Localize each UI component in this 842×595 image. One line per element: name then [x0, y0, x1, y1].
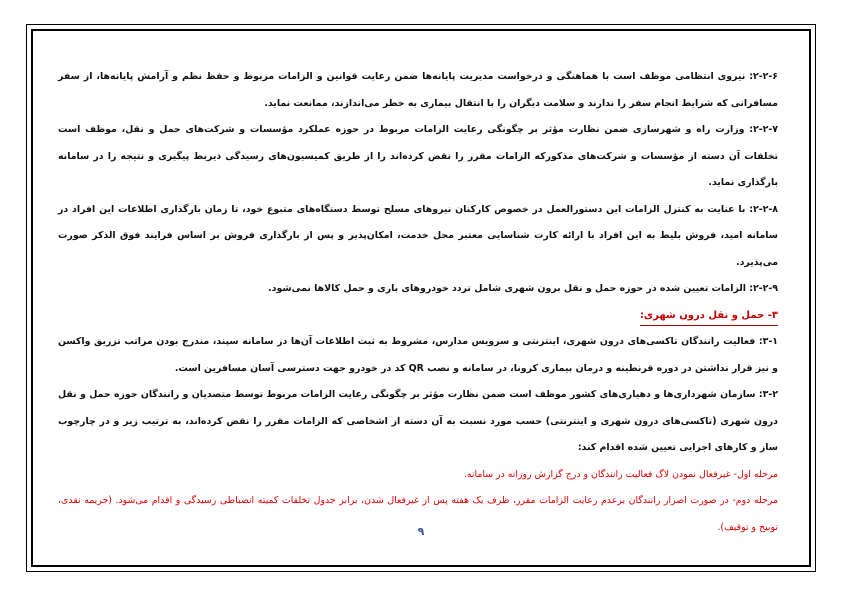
paragraph-2-2-7: ۲-۲-۷: وزارت راه و شهرسازی ضمن نظارت مؤثر بر چگونگی رعایت الزامات مربوط در حوزه عملکرد مؤسسات و شرکت‌های حمل و نقل، موظف است تخلفات آن دسته از مؤسسات و شرکت‌های مذکورکه الزامات مقرر را نقض کرده‌اند را از طریق کمیسیون‌های رسیدگی ذیربط پیگیری و نتیجه را در سامانه بارگذاری نماید.	[58, 124, 778, 188]
stage-2-text: مرحله دوم- در صورت اصرار رانندگان برعدم رعایت الزامات مقرر، ظرف یک هفته پس از غیرفعال شدن، برابر جدول تخلفات کمیته انضباطی رسیدگی و اقدام می‌شود. (جریمه نقدی، توبیخ و توقیف).	[58, 495, 778, 533]
paragraph-2-2-9: ۲-۲-۹: الزامات تعیین شده در حوزه حمل و نقل برون شهری شامل تردد خودروهای باری و حمل کالاها نمی‌شود.	[268, 283, 778, 294]
stage-1-text: مرحله اول- غیرفعال نمودن لاگ فعالیت رانندگان و درج گزارش روزانه در سامانه.	[463, 468, 778, 480]
section-3-title: ۳- حمل و نقل درون شهری:	[640, 307, 778, 326]
paragraph-3-2: ۳-۲: سازمان شهرداری‌ها و دهیاری‌های کشور موظف است ضمن نظارت مؤثر بر چگونگی رعایت الزامات مربوط توسط متصدیان و رانندگان حوزه حمل و نقل درون شهری (تاکسی‌های درون شهری و اینترنتی) حسب مورد نسبت به آن دسته از اشخاصی که الزامات مقرر را نقض کرده‌اند، به ترتیب زیر و در چارچوب ساز و کارهای اجرایی تعیین شده اقدام کند:	[58, 389, 778, 453]
paragraph-2-2-8: ۲-۲-۸: با عنایت به کنترل الزامات این دستورالعمل در خصوص کارکنان نیروهای مسلح توسط دستگاه‌های متبوع خود، تا زمان بارگذاری اطلاعات این افراد در سامانه امید، فروش بلیط به این افراد با ارائه کارت شناسایی معتبر محل خدمت، امکان‌پذیر و پس از بارگذاری فروش بر اساس فرایند فوق الذکر صورت می‌پذیرد.	[58, 203, 778, 268]
page-number: ۹	[417, 525, 425, 538]
document-body	[58, 64, 778, 541]
paragraph-3-1: ۳-۱: فعالیت رانندگان تاکسی‌های درون شهری، اینترنتی و سرویس مدارس، مشروط به ثبت اطلاعات آن‌ها در سامانه سپند، مندرج بودن مراتب تزریق واکسن و نیز قرار نداشتن در دوره قرنطینه و درمان بیماری کرونا، در سامانه و نصب QR کد در خودرو جهت دسترسی آسان مسافرین است.	[58, 336, 778, 374]
paragraph-2-2-6: ۲-۲-۶: نیروی انتظامی موظف است با هماهنگی و درخواست مدیریت پایانه‌ها ضمن رعایت قوانین و الزامات مربوط و حفظ نظم و آرامش پایانه‌ها، از سفر مسافرانی که شرایط انجام سفر را ندارند و سلامت دیگران را با انتقال بیماری به خطر می‌اندازند، ممانعت نماید.	[58, 71, 778, 109]
